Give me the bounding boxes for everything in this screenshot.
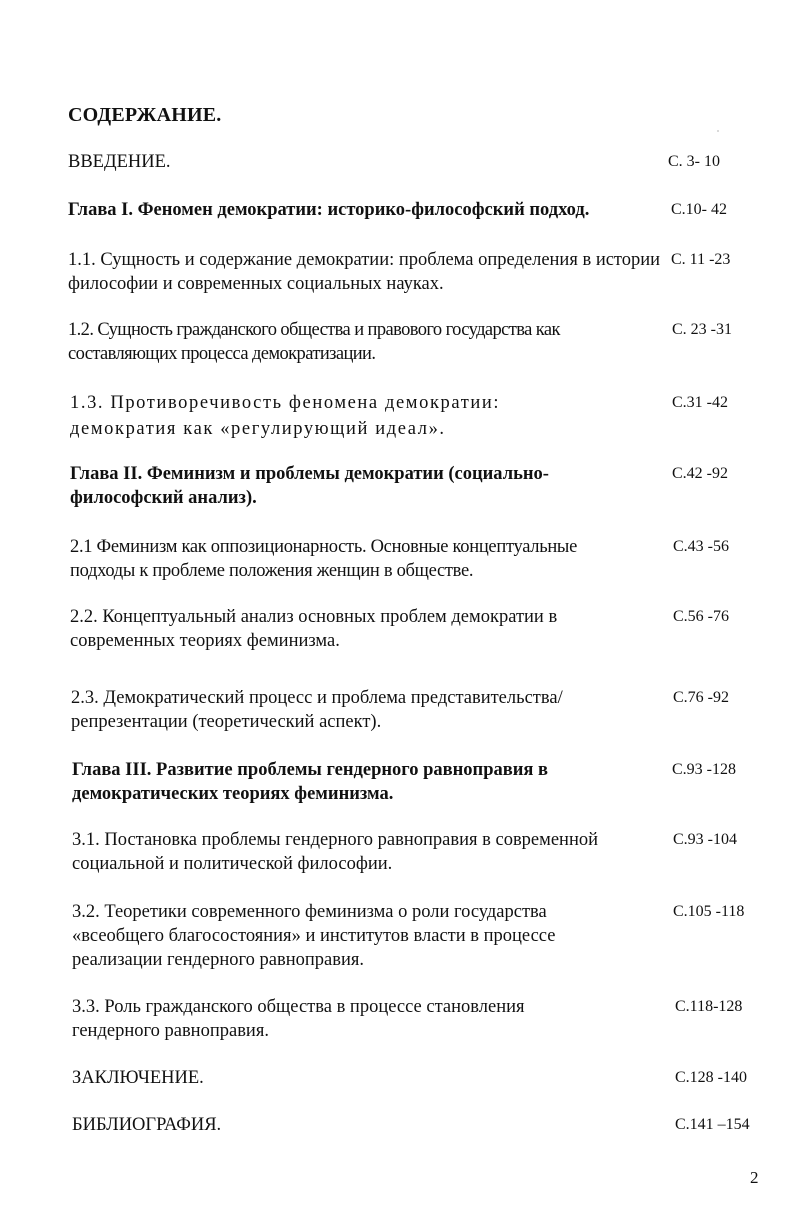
toc-entry-bibliography [72,1113,772,1137]
page-number: 2 [750,1168,759,1187]
toc-entry-pages: С.141 –154 [675,1116,750,1133]
toc-entry-pages: С.118-128 [675,998,743,1015]
toc-entry-pages: С.105 -118 [673,903,745,920]
toc-entry-section-1-3 [70,390,770,442]
toc-heading: СОДЕРЖАНИЕ. [68,104,222,126]
toc-entry-pages: С. 3- 10 [668,153,720,170]
toc-entry-section-1-2 [68,318,768,366]
toc-entry-section-2-1 [70,535,770,583]
toc-entry-title: БИБЛИОГРАФИЯ. [72,1115,222,1135]
toc-entry-chapter-1 [68,198,768,222]
toc-entry-pages: С.31 -42 [672,394,728,411]
toc-entry-section-2-3 [71,686,771,734]
toc-entry-chapter-3 [72,758,772,806]
toc-entry-conclusion [72,1066,772,1090]
toc-entry-title: 2.3. Демократический процесс и проблема представительства/репрезентации (теоретический аспект). [71,688,563,732]
toc-entry-title: 1.1. Сущность и содержание демократии: проблема определения в истории философии и современных социальных науках. [68,250,661,294]
toc-entry-title: Глава III. Развитие проблемы гендерного равноправия в демократических теориях феминизма. [72,760,549,804]
toc-entry-title: 3.3. Роль гражданского общества в процессе становления гендерного равноправия. [72,997,525,1041]
toc-entry-pages: С.56 -76 [673,608,729,625]
toc-entry-pages: С.128 -140 [675,1069,747,1086]
toc-entry-pages: С. 23 -31 [672,321,732,338]
toc-entry-pages: С. 11 -23 [671,251,731,268]
toc-entry-pages: С.93 -104 [673,831,737,848]
toc-entry-section-2-2 [70,605,770,653]
scan-speck [717,130,719,132]
toc-entry-title: ВВЕДЕНИЕ. [68,152,171,172]
toc-entry-section-3-1 [72,828,772,876]
toc-entry-title: 3.2. Теоретики современного феминизма о роли государства «всеобщего благосостояния» и институтов власти в процессе реализации гендерного равноправия. [72,902,556,970]
toc-entry-title: Глава I. Феномен демократии: историко-философский подход. [68,200,590,220]
toc-entry-title: Глава II. Феминизм и проблемы демократии (социально-философский анализ). [70,464,549,508]
toc-entry-section-3-2 [72,900,772,972]
toc-entry-title: 1.2. Сущность гражданского общества и правового государства как составляющих процесса демократизации. [68,320,560,364]
toc-entry-pages: С.43 -56 [673,538,729,555]
toc-entry-title: ЗАКЛЮЧЕНИЕ. [72,1068,204,1088]
toc-entry-title: 1.3. Противоречивость феномена демократии: демократия как «регулирующий идеал». [70,393,501,439]
toc-entry-introduction [68,150,768,174]
toc-entry-title: 2.2. Концептуальный анализ основных проблем демократии в современных теориях феминизма. [70,607,558,651]
toc-entry-pages: С.93 -128 [672,761,736,778]
toc-entry-section-1-1 [68,248,768,296]
toc-entry-title: 3.1. Постановка проблемы гендерного равноправия в современной социальной и политической философии. [72,830,599,874]
toc-entry-pages: С.76 -92 [673,689,729,706]
toc-entry-section-3-3 [72,995,772,1043]
toc-entry-chapter-2 [70,462,770,510]
toc-entry-pages: С.10- 42 [671,201,727,218]
toc-entry-pages: С.42 -92 [672,465,728,482]
toc-entry-title: 2.1 Феминизм как оппозиционарность. Основные концептуальные подходы к проблеме положения женщин в обществе. [70,537,577,581]
